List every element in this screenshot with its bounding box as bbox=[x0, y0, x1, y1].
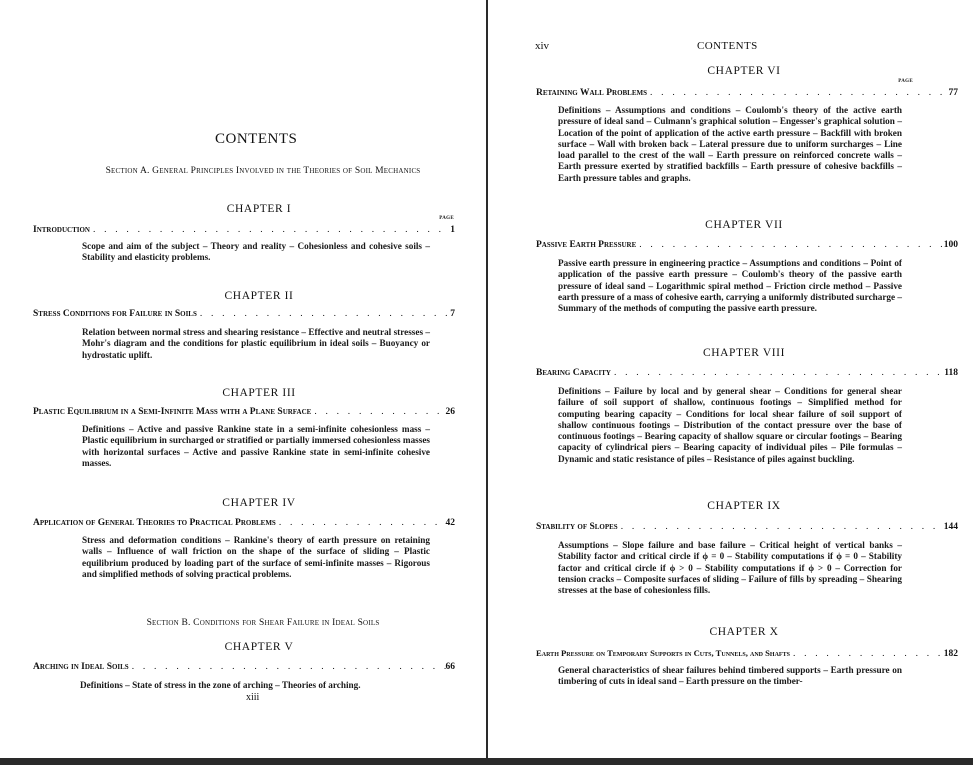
running-head: CONTENTS bbox=[697, 40, 758, 52]
entry-title: Introduction bbox=[33, 225, 90, 235]
entry-title: Retaining Wall Problems bbox=[536, 88, 648, 98]
entry-title: Plastic Equilibrium in a Semi-Infinite Mass with a Plane Surface bbox=[33, 407, 312, 417]
entry-title: Earth Pressure on Temporary Supports in Cuts, Tunnels, and Shafts bbox=[536, 648, 790, 658]
chapter-heading: CHAPTER IX bbox=[707, 500, 781, 512]
chapter-heading: CHAPTER I bbox=[226, 203, 292, 215]
left-page bbox=[0, 0, 486, 758]
entry-page-number: 1 bbox=[450, 225, 455, 235]
chapter-heading: CHAPTER II bbox=[224, 290, 294, 302]
entry-page-number: 182 bbox=[943, 649, 958, 659]
toc-entry[interactable] bbox=[33, 225, 455, 235]
section-a-heading: Section A. General Principles Involved in the Theories of Soil Mechanics bbox=[105, 166, 421, 176]
entry-description: Relation between normal stress and shearing resistance – Effective and neutral stresses – Mohr's diagram and the conditions for plastic equilibrium in ideal soils – Buoyancy or hydrostatic uplift. bbox=[82, 327, 430, 360]
entry-page-number: 118 bbox=[944, 368, 958, 378]
entry-title: Stress Conditions for Failure in Soils bbox=[33, 309, 197, 319]
entry-page-number: 7 bbox=[450, 309, 455, 319]
entry-page-number: 100 bbox=[943, 240, 958, 250]
entry-title: Passive Earth Pressure bbox=[536, 240, 637, 250]
leader-dots bbox=[276, 518, 446, 528]
toc-entry[interactable] bbox=[33, 518, 455, 528]
entry-description: General characteristics of shear failures behind timbered supports – Earth pressure on timbering of cuts in ideal sand – Earth pressure on the timber- bbox=[558, 665, 902, 687]
section-b-heading: Section B. Conditions for Shear Failure in Ideal Soils bbox=[146, 618, 380, 628]
toc-entry[interactable] bbox=[536, 88, 958, 98]
folio: xiii bbox=[246, 692, 260, 703]
entry-page-number: 77 bbox=[948, 88, 958, 98]
entry-page-number: 26 bbox=[445, 407, 455, 417]
leader-dots bbox=[611, 368, 944, 378]
contents-title: CONTENTS bbox=[215, 131, 298, 147]
chapter-heading: CHAPTER IV bbox=[222, 497, 296, 509]
entry-description: Passive earth pressure in engineering practice – Assumptions and conditions – Point of application of the passive earth pressure – Coulomb's theory of the passive earth pressure of ideal sand – Logarithmic spiral method – Friction circle method – Passive earth pressure of a mass of cohesive earth, carrying a uniformly distributed surcharge – Summary of the methods of computing the passive earth pressure. bbox=[558, 258, 902, 314]
entry-page-number: 42 bbox=[445, 518, 455, 528]
scan-bottom-edge bbox=[0, 758, 973, 765]
toc-entry[interactable] bbox=[536, 368, 958, 378]
leader-dots bbox=[197, 309, 450, 319]
leader-dots bbox=[90, 225, 450, 235]
entry-description: Definitions – Active and passive Rankine state in a semi-infinite cohesionless mass – Plastic equilibrium in surcharged or stratified or partially immersed cohesionless masses with horizontal surfaces – Active and passive Rankine state in semi-infinite cohesive masses. bbox=[82, 424, 430, 468]
leader-dots bbox=[618, 522, 944, 532]
entry-description: Assumptions – Slope failure and base failure – Critical height of vertical banks – Stability factor and critical circle if ϕ = 0 – Stability computations if ϕ = 0 – Stability factor and critical circle if ϕ > 0 – Stability computations if ϕ > 0 – Correction for tension cracks – Composite surfaces of sliding – Failure of fills by spreading – Shearing stresses at the base of cohesionless fills. bbox=[558, 540, 902, 596]
chapter-heading: CHAPTER V bbox=[224, 641, 294, 653]
toc-entry[interactable] bbox=[536, 648, 958, 659]
leader-dots bbox=[311, 407, 445, 417]
entry-title: Application of General Theories to Practical Problems bbox=[33, 518, 276, 528]
folio: xiv bbox=[535, 40, 550, 52]
toc-entry[interactable] bbox=[33, 309, 455, 319]
toc-entry[interactable] bbox=[536, 522, 958, 532]
entry-title: Stability of Slopes bbox=[536, 522, 618, 532]
chapter-heading: CHAPTER X bbox=[709, 626, 779, 638]
chapter-heading: CHAPTER VII bbox=[705, 219, 783, 231]
entry-description: Definitions – Failure by local and by general shear – Conditions for general shear failure of soil support of shallow, continuous footings – Simplified method for computing bearing capacity – Conditions for local shear failure of soil support of shallow continuous footings – Distribution of the contact pressure over the base of continuous footings – Bearing capacity of shallow square or circular footings – Bearing capacity of cylindrical piers – Bearing capacity of individual piles – Pile formulas – Dynamic and static resistance of piles – Resistance of piles against buckling. bbox=[558, 386, 902, 464]
leader-dots bbox=[129, 662, 446, 672]
toc-entry[interactable] bbox=[33, 662, 455, 672]
entry-page-number: 66 bbox=[445, 662, 455, 672]
chapter-heading: CHAPTER VI bbox=[707, 65, 781, 77]
entry-title: Arching in Ideal Soils bbox=[33, 662, 129, 672]
entry-description: Definitions – State of stress in the zone of arching – Theories of arching. bbox=[80, 680, 361, 690]
toc-entry[interactable] bbox=[33, 407, 455, 417]
leader-dots bbox=[790, 649, 944, 659]
chapter-heading: CHAPTER VIII bbox=[702, 347, 786, 359]
entry-description: Definitions – Assumptions and conditions – Coulomb's theory of the active earth pressure of ideal sand – Culmann's graphical solution – Engesser's graphical solution – Location of the point of application of the active earth pressure – Backfill with broken surface – Wall with broken back – Lateral pressure due to uniform surcharges – Line load parallel to the crest of the wall – Earth pressure on reinforced concrete walls – Earth pressure exerted by stratified backfills – Earth pressure of cohesive backfills – Earth pressure tables and graphs. bbox=[558, 105, 902, 183]
toc-entry[interactable] bbox=[536, 240, 958, 250]
entry-description: Scope and aim of the subject – Theory and reality – Cohesionless and cohesive soils – Stability and elasticity problems. bbox=[82, 241, 430, 263]
leader-dots bbox=[647, 88, 948, 98]
chapter-heading: CHAPTER III bbox=[222, 387, 296, 399]
page-column-label: PAGE bbox=[439, 216, 454, 221]
entry-title: Bearing Capacity bbox=[536, 368, 611, 378]
entry-description: Stress and deformation conditions – Rankine's theory of earth pressure on retaining walls – Influence of wall friction on the shape of the surface of sliding – Plastic equilibrium produced by loading part of the surface of semi-infinite masses – Rigorous and simplified methods of solving practical problems. bbox=[82, 535, 430, 579]
entry-page-number: 144 bbox=[943, 522, 958, 532]
page-column-label: PAGE bbox=[898, 79, 913, 84]
leader-dots bbox=[636, 240, 944, 250]
right-page bbox=[488, 0, 973, 758]
